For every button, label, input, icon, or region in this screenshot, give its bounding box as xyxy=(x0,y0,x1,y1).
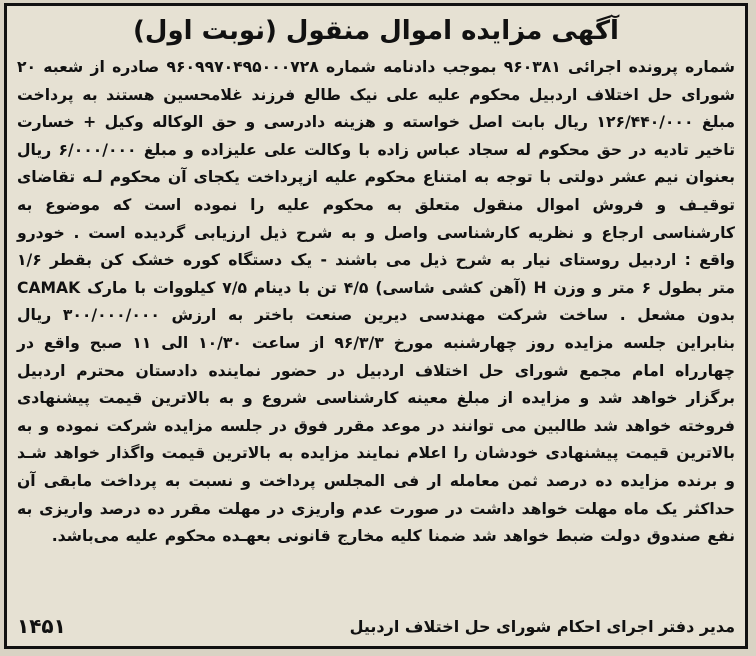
notice-body: شماره پرونده اجرائی ۹۶۰۳۸۱ بموجب دادنامه شماره ۹۶۰۹۹۷۰۴۹۵۰۰۰۷۲۸ صادره از شعبه ۲۰ شورای حل اختلاف اردبیل محکوم علیه علی نیک طالع فرزند غلامحسین هستند به پرداخت مبلغ ۱۲۶/۴۴۰/۰۰۰ ریال بابت اصل خواسته و هزینه دادرسی و حق الوکاله وکیل + خسارت تاخیر تادیه در حق محکوم له سجاد عباس زاده با وکالت علی علیزاده و مبلغ ۶/۰۰۰/۰۰۰ ریال بعنوان نیم عشر دولتی با توجه به امتناع محکوم علیه ازپرداخت یکجای آن محکوم لـه تقاضای توقیـف و فروش اموال منقول متعلق به محکوم علیه را نموده است که موضوع به کارشناسی ارجاع و نظریه کارشناسی واصل و به شرح ذیل ارزیابی گردیده است . خودرو واقع : اردبیل روستای نیار به شرح ذیل می باشند - یک دستگاه کوره خشک کن بقطر ۱/۶ متر بطول ۶ متر و وزن H (آهن کشی شاسی) ۴/۵ تن با دینام ۷/۵ کیلووات با مارک CAMAK بدون مشعل . ساخت شرکت مهندسی دیرین صنعت باختر به ارزش ۳۰۰/۰۰۰/۰۰۰ ریال بنابراین جلسه مزایده روز چهارشنبه مورخ ۹۶/۳/۳ از ساعت ۱۰/۳۰ الی ۱۱ صبح واقع در چهارراه امام مجمع شورای حل اختلاف اردبیل در حضور نماینده دادستان محترم اردبیل برگزار خواهد شد و مزایده از مبلغ معینه کارشناسی شروع و به بالاترین قیمت پیشنهادی فروخته خواهد شد طالبین می توانند در موعد مقرر فوق در جلسه مزایده شرکت نموده و به بالاترین قیمت پیشنهادی خودشان را اعلام نمایند مزایده به بالاترین قیمت واگذار خواهد شـد و برنده مزایده ده درصد ثمن معامله ار فی المجلس پرداخت و نسبت به پرداخت مابقی آن حداکثر یک ماه مهلت خواهد داشت در صورت عدم واریزی در مهلت مقرر ده درصد واریزی به نفع صندوق دولت ضبط خواهد شد ضمنا کلیه مخارج قانونی بعهـده محکوم علیه می‌باشد. xyxy=(17,58,736,546)
notice-footer xyxy=(17,612,735,640)
auction-notice xyxy=(4,3,748,649)
notice-title: آگهی مزایده اموال منقول (نوبت اول) xyxy=(133,16,619,46)
notice-code: ۱۴۵۱ xyxy=(17,614,66,638)
notice-signature: مدیر دفتر اجرای احکام شورای حل اختلاف اردبیل xyxy=(349,616,735,636)
